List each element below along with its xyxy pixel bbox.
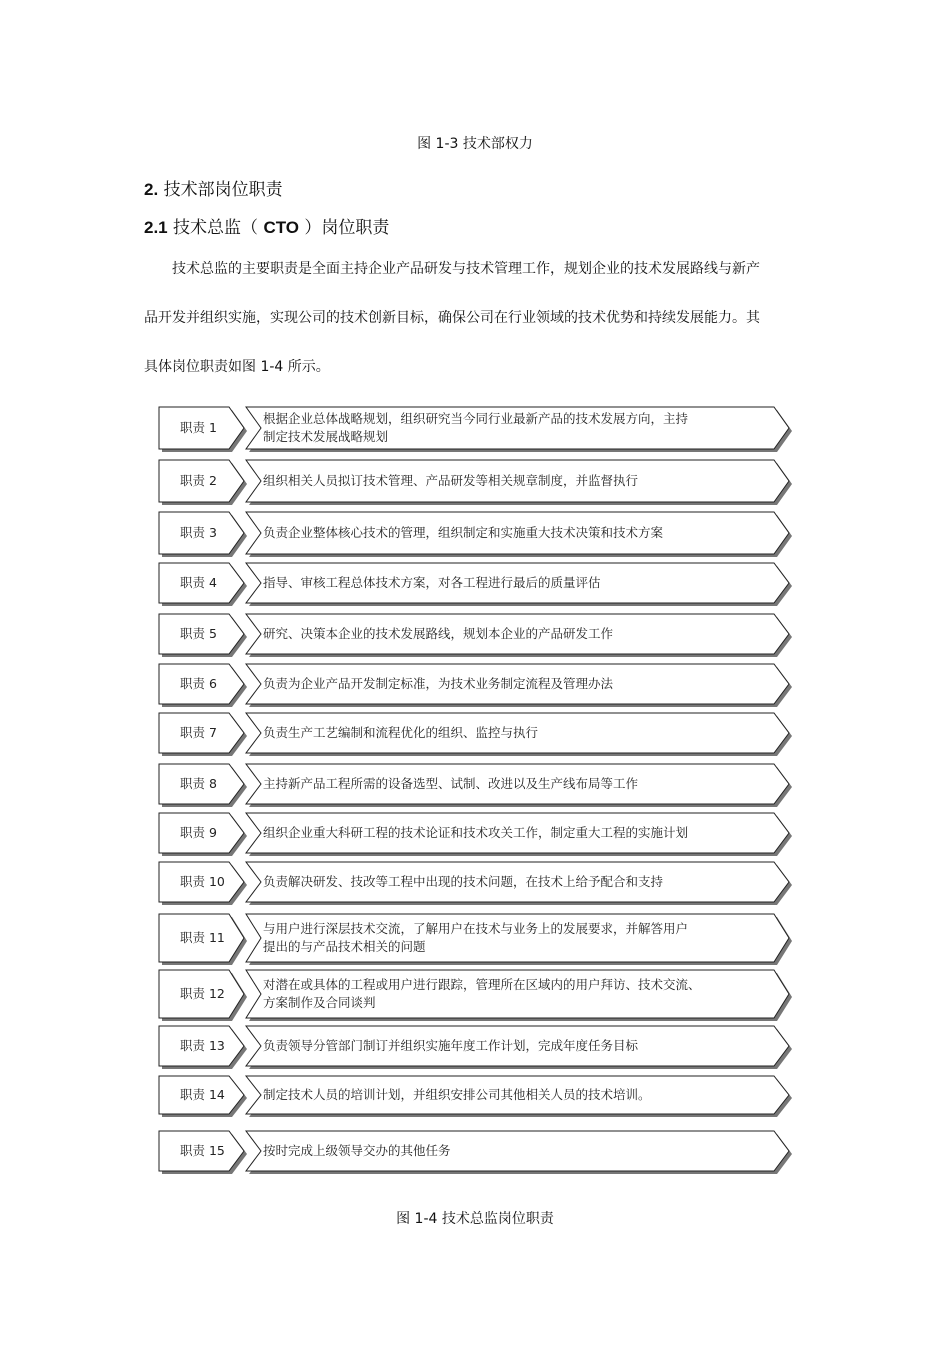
heading-text-pre: 技术总监（ bbox=[173, 218, 264, 238]
duty-text-line: 负责领导分管部门制订并组织实施年度工作计划，完成年度任务目标 bbox=[263, 1038, 639, 1053]
duty-text-line: 主持新产品工程所需的设备选型、试制、改进以及生产线布局等工作 bbox=[263, 776, 639, 791]
duty-label: 职责 1 bbox=[180, 420, 217, 435]
duty-label: 职责 11 bbox=[180, 930, 225, 945]
heading-number: 2. bbox=[144, 180, 159, 199]
duty-label: 职责 14 bbox=[180, 1087, 225, 1102]
duty-label: 职责 9 bbox=[180, 825, 217, 840]
duty-row bbox=[159, 460, 792, 505]
duty-row bbox=[159, 1026, 792, 1069]
duty-text-line: 研究、决策本企业的技术发展路线，规划本企业的产品研发工作 bbox=[263, 626, 614, 641]
duty-text-line: 负责生产工艺编制和流程优化的组织、监控与执行 bbox=[263, 725, 539, 740]
duty-label: 职责 15 bbox=[180, 1143, 225, 1158]
duty-text-line: 方案制作及合同谈判 bbox=[263, 995, 376, 1010]
duty-label: 职责 4 bbox=[180, 575, 217, 590]
duty-label: 职责 13 bbox=[180, 1038, 225, 1053]
heading-text-post: ）岗位职责 bbox=[299, 218, 390, 238]
duty-text-line: 组织相关人员拟订技术管理、产品研发等相关规章制度，并监督执行 bbox=[263, 473, 639, 488]
duty-row bbox=[159, 713, 792, 756]
duty-text-line: 与用户进行深层技术交流，了解用户在技术与业务上的发展要求，并解答用户 bbox=[263, 921, 689, 936]
duty-row bbox=[159, 862, 792, 905]
duty-label: 职责 2 bbox=[180, 473, 217, 488]
duty-row bbox=[159, 1131, 792, 1174]
duty-label: 职责 6 bbox=[180, 676, 217, 691]
duty-text-line: 对潜在或具体的工程或用户进行跟踪，管理所在区域内的用户拜访、技术交流、 bbox=[263, 977, 701, 992]
duty-row bbox=[159, 407, 792, 452]
duty-row bbox=[159, 970, 792, 1021]
heading-text: 技术部岗位职责 bbox=[163, 180, 283, 200]
duty-text-line: 负责企业整体核心技术的管理，组织制定和实施重大技术决策和技术方案 bbox=[263, 525, 664, 540]
duty-text-line: 提出的与产品技术相关的问题 bbox=[263, 939, 426, 954]
duty-text-line: 制定技术人员的培训计划，并组织安排公司其他相关人员的技术培训。 bbox=[263, 1087, 651, 1102]
heading-abbr: CTO bbox=[263, 218, 300, 237]
duty-text-line: 根据企业总体战略规划，组织研究当今同行业最新产品的技术发展方向，主持 bbox=[263, 411, 689, 426]
duty-row bbox=[159, 512, 792, 557]
intro-paragraph-text: 技术总监的主要职责是全面主持企业产品研发与技术管理工作，规划企业的技术发展路线与新产品开发并组织实施，实现公司的技术创新目标，确保公司在行业领域的技术优势和持续发展能力。其具体岗位职责如图 1-4 所示。 bbox=[144, 261, 760, 375]
figure-caption-1-3: 图 1-3 技术部权力 bbox=[417, 136, 533, 152]
duty-row bbox=[159, 614, 792, 657]
duty-label: 职责 8 bbox=[180, 776, 217, 791]
duty-text-line: 按时完成上级领导交办的其他任务 bbox=[263, 1143, 451, 1158]
duty-row bbox=[159, 664, 792, 707]
duty-text-line: 负责解决研发、技改等工程中出现的技术问题，在技术上给予配合和支持 bbox=[263, 874, 664, 889]
duty-label: 职责 3 bbox=[180, 525, 217, 540]
duty-label: 职责 7 bbox=[180, 725, 217, 740]
duty-label: 职责 12 bbox=[180, 986, 225, 1001]
duty-row bbox=[159, 764, 792, 807]
duty-label: 职责 5 bbox=[180, 626, 217, 641]
duty-row bbox=[159, 813, 792, 856]
duty-text-line: 组织企业重大科研工程的技术论证和技术攻关工作，制定重大工程的实施计划 bbox=[263, 825, 689, 840]
duty-row bbox=[159, 563, 792, 606]
duty-label: 职责 10 bbox=[180, 874, 225, 889]
duty-row bbox=[159, 914, 792, 965]
duty-row bbox=[159, 1076, 792, 1117]
figure-caption-1-4: 图 1-4 技术总监岗位职责 bbox=[396, 1211, 554, 1227]
duty-text-line: 负责为企业产品开发制定标准，为技术业务制定流程及管理办法 bbox=[263, 676, 614, 691]
duty-text-line: 制定技术发展战略规划 bbox=[263, 429, 389, 444]
heading-number: 2.1 bbox=[144, 218, 168, 237]
duty-text-line: 指导、审核工程总体技术方案，对各工程进行最后的质量评估 bbox=[263, 575, 601, 590]
